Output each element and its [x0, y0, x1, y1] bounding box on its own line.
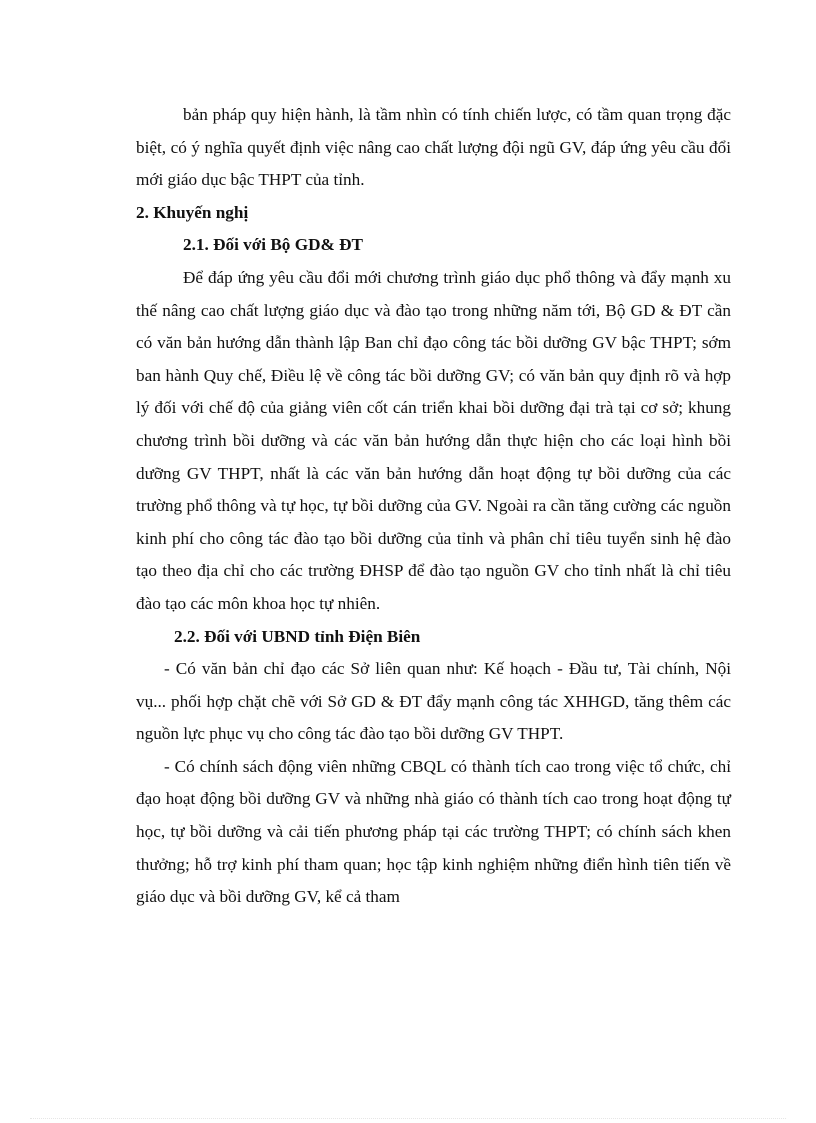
subsection-heading-ministry: 2.1. Đối với Bộ GD& ĐT	[183, 235, 363, 255]
section-heading-recommendations: 2. Khuyến nghị	[136, 202, 249, 222]
subsection-heading-provincial-committee: 2.2. Đối với UBND tỉnh Điện Biên	[174, 626, 421, 646]
list-item: - Có văn bản chỉ đạo các Sở liên quan như: Kế hoạch - Đầu tư, Tài chính, Nội vụ... phối hợp chặt chẽ với Sở GD & ĐT đẩy mạnh công tác XHHGD, tăng thêm các nguồn lực phục vụ cho công tác đào tạo bồi dưỡng GV THPT.	[136, 659, 731, 744]
intro-paragraph: bản pháp quy hiện hành, là tầm nhìn có tính chiến lược, có tầm quan trọng đặc biệt, có ý nghĩa quyết định việc nâng cao chất lượng đội ngũ GV, đáp ứng yêu cầu đổi mới giáo dục bậc THPT của tỉnh.	[136, 105, 731, 190]
ministry-paragraph: Để đáp ứng yêu cầu đổi mới chương trình giáo dục phổ thông và đẩy mạnh xu thế nâng cao chất lượng giáo dục và đào tạo trong những năm tới, Bộ GD & ĐT cần có văn bản hướng dẫn thành lập Ban chỉ đạo công tác bồi dưỡng GV bậc THPT; sớm ban hành Quy chế, Điều lệ về công tác bồi dưỡng GV; có văn bản quy định rõ và hợp lý đối với chế độ của giảng viên cốt cán triển khai bồi dưỡng đại trà tại cơ sở; khung chương trình bồi dưỡng và các văn bản hướng dẫn thực hiện cho các loại hình bồi dưỡng GV THPT, nhất là các văn bản hướng dẫn hoạt động tự bồi dưỡng của các trường phổ thông và tự học, tự bồi dưỡng của GV. Ngoài ra cần tăng cường các nguồn kinh phí cho công tác đào tạo bồi dưỡng của tỉnh và phân chỉ tiêu tuyển sinh hệ đào tạo theo địa chỉ cho các trường ĐHSP để đào tạo nguồn GV cho tỉnh nhất là chỉ tiêu đào tạo các môn khoa học tự nhiên.	[136, 267, 731, 613]
list-item: - Có chính sách động viên những CBQL có thành tích cao trong việc tổ chức, chỉ đạo hoạt động bồi dưỡng GV và những nhà giáo có thành tích cao trong hoạt động tự học, tự bồi dưỡng và cải tiến phương pháp tại các trường THPT; có chính sách khen thưởng; hỗ trợ kinh phí tham quan; học tập kinh nghiệm những điển hình tiên tiến về giáo dục và bồi dưỡng GV, kể cả tham	[136, 756, 731, 907]
page-bottom-divider	[30, 1118, 786, 1119]
document-page	[136, 99, 731, 914]
